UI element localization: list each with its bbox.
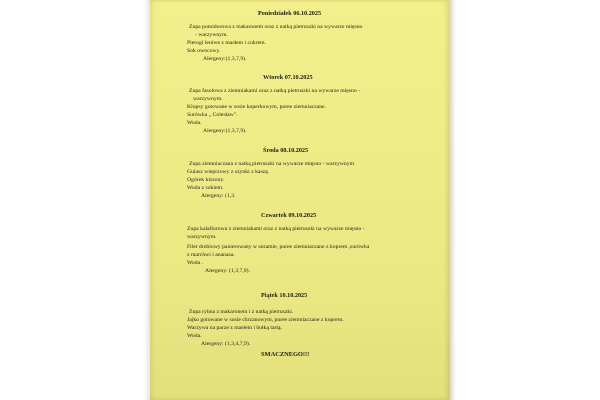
menu-line: Woda .	[187, 260, 203, 266]
menu-line: Jajko gotowane w sosie chrzanowym, puree ziemniaczane z koprem.	[187, 317, 344, 323]
menu-line: Surówka „ Colesław".	[187, 112, 238, 118]
menu-line: Alergeny: (1,3,4,7,9).	[201, 341, 251, 347]
menu-line: Sok owocowy.	[187, 48, 221, 54]
menu-line: Alergeny:(1,3,7,9).	[203, 56, 247, 62]
menu-line: Zupa fasolowa z ziemniakami oraz z natką pietruszki na wywarze mięsno -	[189, 88, 361, 94]
day-title-thursday: Czwartek 09.10.2025	[261, 212, 317, 219]
menu-line: Warzywa na parze z masłem i bułką tartą.	[187, 325, 282, 331]
day-title-monday: Poniedziałek 06.10.2025	[258, 10, 322, 17]
menu-line: Alergeny:(1,3,7,9).	[203, 128, 247, 134]
menu-line: Pierogi leniwe z masłem i cukrem.	[187, 40, 266, 46]
menu-line: Klopsy gotowane w sosie koperkowym, puree ziemniaczane.	[187, 104, 326, 110]
menu-line: Alergeny: (1,3,7,9).	[205, 268, 250, 274]
day-title-tuesday: Wtorek 07.10.2025	[263, 74, 313, 81]
day-title-friday: Piątek 10.10.2025	[261, 292, 308, 299]
menu-line: warzywnym.	[187, 234, 217, 240]
menu-line: z marchwi i ananasa.	[187, 252, 235, 258]
menu-line: Gulasz wieprzowy z szynki z kaszą.	[187, 169, 270, 175]
menu-line: - warzywnym.	[195, 32, 228, 38]
menu-line: Woda.	[187, 120, 202, 126]
menu-line: Woda z sokiem.	[187, 185, 224, 191]
menu-sheet	[150, 0, 450, 400]
menu-line: Ogórek kiszony.	[187, 177, 225, 183]
menu-line: Zupa ziemniaczana z natką pietruszki na wywarze mięsno - warzywnym	[189, 161, 355, 167]
closing-greeting: SMACZNEGO!!!	[261, 351, 310, 358]
day-title-wednesday: Środa 08.10.2025	[263, 147, 309, 154]
menu-line: Alergeny: (1,3.	[201, 193, 236, 199]
menu-line: Zupa rybna z makaronem i z natką pietruszki.	[189, 309, 294, 315]
menu-line: Filet drobiowy panierowany w sezamie, puree ziemniaczane z koprem ,surówka	[187, 244, 370, 250]
menu-line: Woda.	[187, 333, 202, 339]
menu-line: Zupa kalafiorowa z ziemniakami oraz z natką pietruszki na wywarze mięsno -	[187, 226, 365, 232]
menu-line: Zupa pomidorowa z makaronem oraz z natką pietruszki na wywarze mięsno	[189, 24, 363, 30]
paper-edge-right	[450, 0, 456, 400]
menu-line: warzywnym.	[193, 96, 223, 102]
